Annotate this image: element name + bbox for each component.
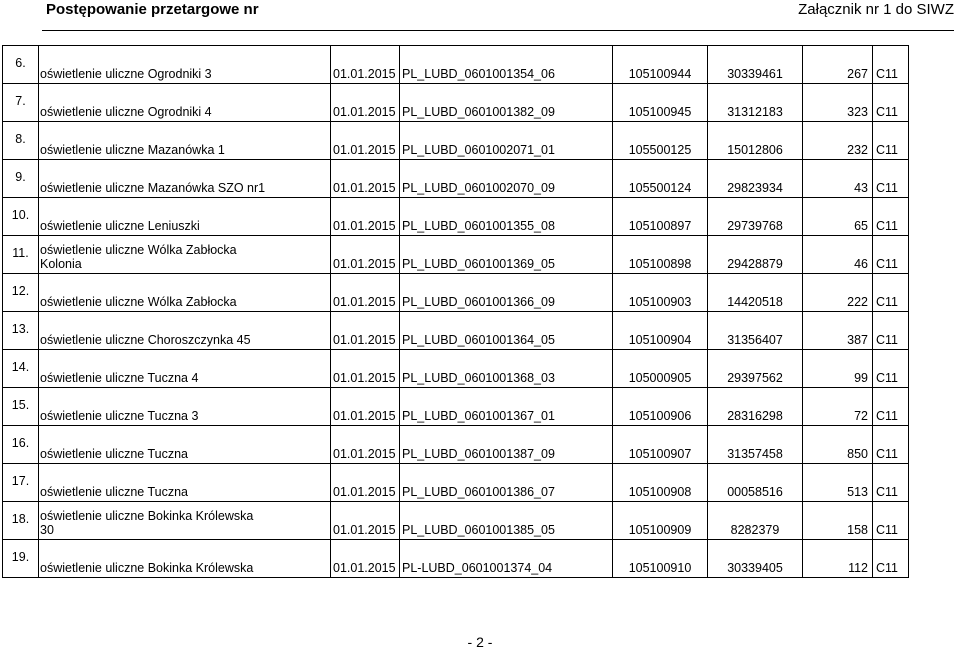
ppe-code: PL-LUBD_0601001374_04 [400, 540, 613, 578]
tariff-group: C11 [873, 388, 909, 426]
table-row [3, 122, 909, 160]
object-name [39, 236, 331, 274]
consumption-value: 99 [803, 350, 873, 388]
table-row [3, 46, 909, 84]
customer-number: 105100908 [613, 464, 708, 502]
tariff-group: C11 [873, 540, 909, 578]
ppe-code: PL_LUBD_0601002071_01 [400, 122, 613, 160]
row-number: 18. [3, 502, 39, 540]
object-name: oświetlenie uliczne Ogrodniki 4 [39, 84, 331, 122]
customer-number: 105100910 [613, 540, 708, 578]
customer-number: 105100897 [613, 198, 708, 236]
table-row [3, 312, 909, 350]
start-date: 01.01.2015 [331, 274, 400, 312]
row-number: 8. [3, 122, 39, 160]
start-date: 01.01.2015 [331, 502, 400, 540]
customer-number: 105100909 [613, 502, 708, 540]
consumption-value: 46 [803, 236, 873, 274]
tariff-group: C11 [873, 236, 909, 274]
meter-number: 31357458 [708, 426, 803, 464]
tariff-group: C11 [873, 350, 909, 388]
object-name: oświetlenie uliczne Tuczna [39, 464, 331, 502]
start-date: 01.01.2015 [331, 312, 400, 350]
start-date: 01.01.2015 [331, 122, 400, 160]
object-name-line: oświetlenie uliczne Wólka Zabłocka [40, 243, 237, 257]
consumption-value: 43 [803, 160, 873, 198]
start-date: 01.01.2015 [331, 160, 400, 198]
consumption-value: 65 [803, 198, 873, 236]
customer-number: 105100904 [613, 312, 708, 350]
consumption-value: 513 [803, 464, 873, 502]
attachment-label: Załącznik nr 1 do SIWZ [798, 1, 954, 18]
consumption-value: 232 [803, 122, 873, 160]
object-name [39, 502, 331, 540]
ppe-code: PL_LUBD_0601002070_09 [400, 160, 613, 198]
tariff-group: C11 [873, 426, 909, 464]
procedure-title: Postępowanie przetargowe nr [46, 1, 259, 18]
ppe-code: PL_LUBD_0601001369_05 [400, 236, 613, 274]
consumption-value: 112 [803, 540, 873, 578]
ppe-code: PL_LUBD_0601001366_09 [400, 274, 613, 312]
customer-number: 105000905 [613, 350, 708, 388]
page-number: - 2 - [467, 634, 493, 650]
ppe-code: PL_LUBD_0601001385_05 [400, 502, 613, 540]
customer-number: 105100906 [613, 388, 708, 426]
meter-number: 00058516 [708, 464, 803, 502]
start-date: 01.01.2015 [331, 236, 400, 274]
start-date: 01.01.2015 [331, 84, 400, 122]
meter-number: 30339461 [708, 46, 803, 84]
table-row [3, 464, 909, 502]
consumption-value: 387 [803, 312, 873, 350]
table-row [3, 426, 909, 464]
customer-number: 105100907 [613, 426, 708, 464]
customer-number: 105500125 [613, 122, 708, 160]
meter-number: 14420518 [708, 274, 803, 312]
row-number: 15. [3, 388, 39, 426]
object-name: oświetlenie uliczne Tuczna 4 [39, 350, 331, 388]
ppe-code: PL_LUBD_0601001386_07 [400, 464, 613, 502]
meter-number: 29823934 [708, 160, 803, 198]
table-row [3, 540, 909, 578]
start-date: 01.01.2015 [331, 388, 400, 426]
object-name: oświetlenie uliczne Leniuszki [39, 198, 331, 236]
row-number: 19. [3, 540, 39, 578]
customer-number: 105100944 [613, 46, 708, 84]
tariff-group: C11 [873, 84, 909, 122]
start-date: 01.01.2015 [331, 198, 400, 236]
meter-number: 15012806 [708, 122, 803, 160]
object-name: oświetlenie uliczne Bokinka Królewska [39, 540, 331, 578]
customer-number: 105500124 [613, 160, 708, 198]
table-row [3, 236, 909, 274]
row-number: 12. [3, 274, 39, 312]
consumption-value: 222 [803, 274, 873, 312]
ppe-table [2, 45, 909, 578]
row-number: 7. [3, 84, 39, 122]
consumption-value: 158 [803, 502, 873, 540]
tariff-group: C11 [873, 46, 909, 84]
customer-number: 105100898 [613, 236, 708, 274]
object-name: oświetlenie uliczne Wólka Zabłocka [39, 274, 331, 312]
row-number: 14. [3, 350, 39, 388]
start-date: 01.01.2015 [331, 464, 400, 502]
tariff-group: C11 [873, 274, 909, 312]
object-name: oświetlenie uliczne Mazanówka 1 [39, 122, 331, 160]
object-name-line: oświetlenie uliczne Bokinka Królewska [40, 509, 254, 523]
object-name: oświetlenie uliczne Tuczna [39, 426, 331, 464]
row-number: 17. [3, 464, 39, 502]
start-date: 01.01.2015 [331, 46, 400, 84]
object-name-line: 30 [40, 523, 54, 537]
consumption-value: 72 [803, 388, 873, 426]
row-number: 6. [3, 46, 39, 84]
ppe-code: PL_LUBD_0601001387_09 [400, 426, 613, 464]
row-number: 10. [3, 198, 39, 236]
table-row [3, 274, 909, 312]
row-number: 13. [3, 312, 39, 350]
tariff-group: C11 [873, 198, 909, 236]
ppe-code: PL_LUBD_0601001355_08 [400, 198, 613, 236]
meter-number: 29397562 [708, 350, 803, 388]
object-name: oświetlenie uliczne Tuczna 3 [39, 388, 331, 426]
meter-number: 8282379 [708, 502, 803, 540]
table-row [3, 388, 909, 426]
meter-number: 29739768 [708, 198, 803, 236]
consumption-value: 323 [803, 84, 873, 122]
ppe-code: PL_LUBD_0601001367_01 [400, 388, 613, 426]
object-name-line: Kolonia [40, 257, 82, 271]
ppe-code: PL_LUBD_0601001382_09 [400, 84, 613, 122]
ppe-code: PL_LUBD_0601001364_05 [400, 312, 613, 350]
object-name: oświetlenie uliczne Ogrodniki 3 [39, 46, 331, 84]
start-date: 01.01.2015 [331, 350, 400, 388]
customer-number: 105100945 [613, 84, 708, 122]
object-name: oświetlenie uliczne Mazanówka SZO nr1 [39, 160, 331, 198]
table-row [3, 350, 909, 388]
table-row [3, 198, 909, 236]
tariff-group: C11 [873, 502, 909, 540]
table-row [3, 502, 909, 540]
row-number: 9. [3, 160, 39, 198]
start-date: 01.01.2015 [331, 426, 400, 464]
customer-number: 105100903 [613, 274, 708, 312]
ppe-code: PL_LUBD_0601001368_03 [400, 350, 613, 388]
consumption-value: 267 [803, 46, 873, 84]
table-row [3, 160, 909, 198]
tariff-group: C11 [873, 464, 909, 502]
meter-number: 31312183 [708, 84, 803, 122]
page-header [42, 0, 954, 31]
meter-number: 29428879 [708, 236, 803, 274]
consumption-value: 850 [803, 426, 873, 464]
tariff-group: C11 [873, 312, 909, 350]
tariff-group: C11 [873, 122, 909, 160]
meter-number: 28316298 [708, 388, 803, 426]
tariff-group: C11 [873, 160, 909, 198]
start-date: 01.01.2015 [331, 540, 400, 578]
meter-number: 31356407 [708, 312, 803, 350]
object-name: oświetlenie uliczne Choroszczynka 45 [39, 312, 331, 350]
row-number: 16. [3, 426, 39, 464]
ppe-code: PL_LUBD_0601001354_06 [400, 46, 613, 84]
table-row [3, 84, 909, 122]
meter-number: 30339405 [708, 540, 803, 578]
row-number: 11. [3, 236, 39, 274]
